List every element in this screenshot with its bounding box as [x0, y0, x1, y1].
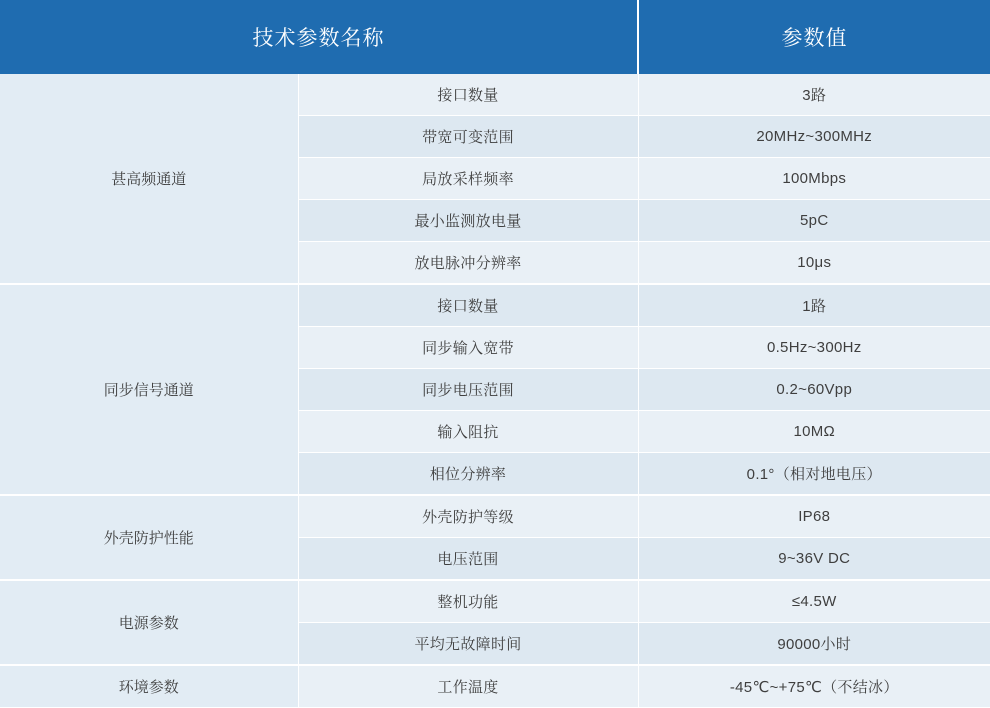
table-row [0, 580, 990, 623]
param-name-cell: 同步输入宽带 [298, 327, 638, 369]
param-name-cell: 带宽可变范围 [298, 116, 638, 158]
table-row [0, 665, 990, 708]
group-name-cell: 外壳防护性能 [0, 495, 298, 580]
param-name-cell: 平均无故障时间 [298, 623, 638, 666]
param-value-cell: 3路 [638, 74, 990, 116]
table-header-row [0, 0, 990, 74]
group-name-cell: 环境参数 [0, 665, 298, 708]
header-param-value: 参数值 [638, 0, 990, 74]
table-row [0, 495, 990, 538]
param-value-cell: 20MHz~300MHz [638, 116, 990, 158]
param-value-cell: IP68 [638, 495, 990, 538]
param-name-cell: 接口数量 [298, 74, 638, 116]
table-row [0, 284, 990, 327]
param-name-cell: 输入阻抗 [298, 411, 638, 453]
param-value-cell: ≤4.5W [638, 580, 990, 623]
param-name-cell: 外壳防护等级 [298, 495, 638, 538]
param-value-cell: 0.1°（相对地电压） [638, 453, 990, 496]
param-value-cell: 5pC [638, 200, 990, 242]
param-name-cell: 接口数量 [298, 284, 638, 327]
param-name-cell: 局放采样频率 [298, 158, 638, 200]
param-value-cell: 10μs [638, 242, 990, 285]
param-name-cell: 整机功能 [298, 580, 638, 623]
param-value-cell: 0.2~60Vpp [638, 369, 990, 411]
param-name-cell: 放电脉冲分辨率 [298, 242, 638, 285]
param-value-cell: 1路 [638, 284, 990, 327]
param-name-cell: 同步电压范围 [298, 369, 638, 411]
param-name-cell: 电压范围 [298, 538, 638, 581]
param-name-cell: 工作温度 [298, 665, 638, 708]
param-name-cell: 最小监测放电量 [298, 200, 638, 242]
group-name-cell: 甚高频通道 [0, 74, 298, 284]
table-body [0, 74, 990, 708]
param-value-cell: 100Mbps [638, 158, 990, 200]
group-name-cell: 同步信号通道 [0, 284, 298, 495]
group-name-cell: 电源参数 [0, 580, 298, 665]
table-row [0, 74, 990, 116]
param-value-cell: -45℃~+75℃（不结冰） [638, 665, 990, 708]
param-value-cell: 10MΩ [638, 411, 990, 453]
param-name-cell: 相位分辨率 [298, 453, 638, 496]
param-value-cell: 9~36V DC [638, 538, 990, 581]
header-param-name: 技术参数名称 [0, 0, 638, 74]
param-value-cell: 90000小时 [638, 623, 990, 666]
param-value-cell: 0.5Hz~300Hz [638, 327, 990, 369]
table-header [0, 0, 990, 74]
